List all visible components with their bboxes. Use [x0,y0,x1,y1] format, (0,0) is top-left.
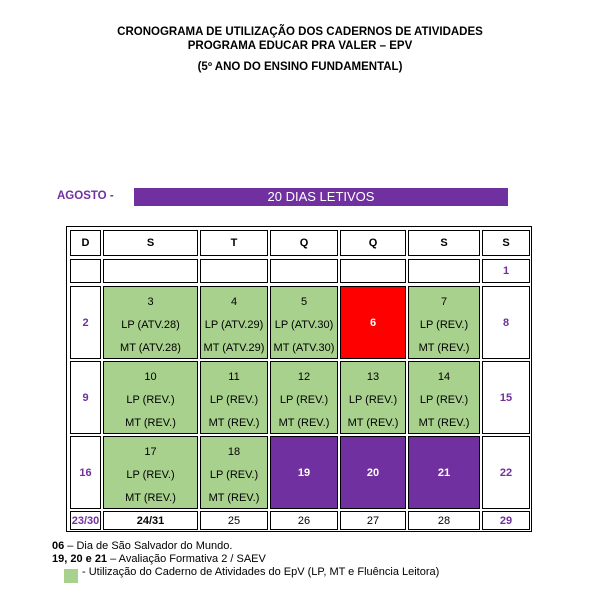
day-empty [408,259,480,283]
legend-green-swatch [64,569,78,583]
day-7: 7 LP (REV.) MT (REV.) [408,286,480,359]
day-1: 1 [482,259,530,283]
day-28: 28 [408,511,480,530]
day-9: 9 [70,361,101,434]
day-3: 3 LP (ATV.28) MT (ATV.28) [103,286,198,359]
header-thu: Q [340,230,406,256]
day-empty [103,259,198,283]
header-fri: S [408,230,480,256]
school-days-bar: 20 DIAS LETIVOS [134,188,508,206]
day-18: 18 LP (REV.) MT (REV.) [200,436,268,509]
month-label: AGOSTO - [57,190,114,202]
legend-assessment: 19, 20 e 21 – Avaliação Formativa 2 / SAEV [52,553,266,565]
day-empty [200,259,268,283]
day-19-assessment: 19 [270,436,338,509]
program-title: PROGRAMA EDUCAR PRA VALER – EPV [187,40,413,52]
day-25: 25 [200,511,268,530]
day-5: 5 LP (ATV.30) MT (ATV.30) [270,286,338,359]
legend-holiday: 06 – Dia de São Salvador do Mundo. [52,540,233,552]
calendar-grid [66,226,532,532]
day-empty [70,259,101,283]
day-8: 8 [482,286,530,359]
day-29: 29 [482,511,530,530]
day-16: 16 [70,436,101,509]
day-21-assessment: 21 [408,436,480,509]
day-2: 2 [70,286,101,359]
legend-workbook-usage: - Utilização do Caderno de Atividades do EpV (LP, MT e Fluência Leitora) [82,566,440,578]
day-17: 17 LP (REV.) MT (REV.) [103,436,198,509]
header-sat: S [482,230,530,256]
day-27: 27 [340,511,406,530]
day-20-assessment: 20 [340,436,406,509]
header-tue: T [200,230,268,256]
day-24-31: 24/31 [103,511,198,530]
day-empty [340,259,406,283]
day-empty [270,259,338,283]
day-6-holiday: 6 [340,286,406,359]
header-sun: D [70,230,101,256]
header-mon: S [103,230,198,256]
grade-subtitle: (5º ANO DO ENSINO FUNDAMENTAL) [197,61,403,73]
day-13: 13 LP (REV.) MT (REV.) [340,361,406,434]
day-12: 12 LP (REV.) MT (REV.) [270,361,338,434]
day-26: 26 [270,511,338,530]
day-15: 15 [482,361,530,434]
day-11: 11 LP (REV.) MT (REV.) [200,361,268,434]
day-4: 4 LP (ATV.29) MT (ATV.29) [200,286,268,359]
day-23-30: 23/30 [70,511,101,530]
day-22: 22 [482,436,530,509]
header-wed: Q [270,230,338,256]
doc-title: CRONOGRAMA DE UTILIZAÇÃO DOS CADERNOS DE ATIVIDADES [117,26,483,38]
day-10: 10 LP (REV.) MT (REV.) [103,361,198,434]
day-14: 14 LP (REV.) MT (REV.) [408,361,480,434]
